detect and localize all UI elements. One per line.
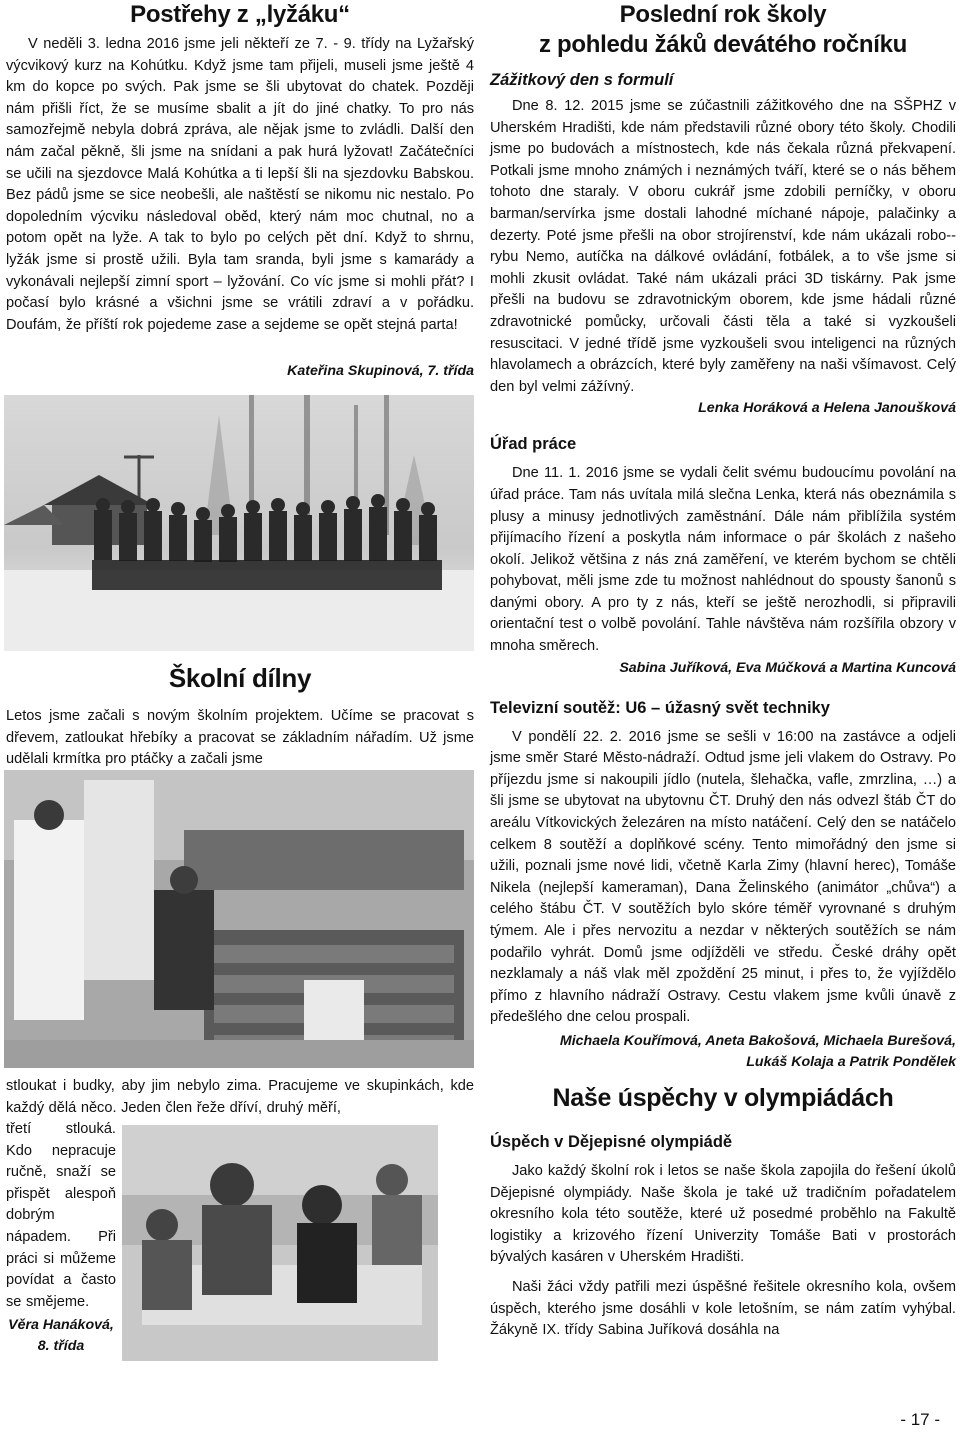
tv-text: V pondělí 22. 2. 2016 jsme se sešli v 16:00 na zastávce a odjeli jsme směr Staré Město-nádraží. Odtud jsme jeli vlakem do Ostravy. Po příjezdu jsme si nakoupili jídlo (nutela, šlehačka, vafle, zmrzlina, …) a šli jsme se ubytovat na ubytovnu ČT. Druhý den nás odvezl štáb ČT do areálu Vítkovických železáren na místo natáčení. Celý den se natáčelo celkem 8 soutěží a doplňkové scény. Tento mimořádný den jsme si užili, poznali jsme nové lidi, včetně Karla Zimy (hlavní herec), Tomáše Nikela (nejlepší kameraman), Dana Želinského (animátor „chůva“) a celého štábu ČT. V soutěžích bylo skóre téměř vyrovnané s druhým týmem. Ale i přes nervozitu a nezdar v některých soutěžích se nám podařilo vyhrát. Domů jsme odjížděli ve středu. České dráhy opět nezklamaly a náš vlak měl zpoždění 25 minut, i přes to, že vyjíždělo přímo z hlavního nádraží Ostravy. Cestu vlakem jsme kvůli únavě z předešlého dne celou prospali. [490,728,956,1026]
workshop-text-intro: Letos jsme začali s novým školním projektem. Učíme se pracovat s dřevem, zatloukat hřebíky a pracovat se základním nářadím. Už jsme udělali krmítka pro ptáčky a začali jsme [6,708,474,768]
main-title-line2: z pohledu žáků devátého ročníku [538,31,908,58]
workshop-text-end: třetí stlouká. Kdo nepracuje ručně, snaží se přispět alespoň dobrým nápadem. Při práci si můžeme povídat a často se smějeme. [6,1121,116,1310]
workshop-narrow-column [6,1119,116,1357]
page-number: - 17 - [900,1410,940,1429]
workshop-author: Věra Hanáková, 8. třída [8,1317,114,1355]
workshop-photo-1-image [4,770,474,1068]
olympiad-text-1: Jako každý školní rok i letos se naše škola zapojila do řešení úkolů Dějepisné olympiády. Naše škola je také už tradičním pořadatelem okresního kola této soutěže, které už posedmé proběhlo na Fakultě logistiky a krizového řízení Univerzity Tomáše Bati v prostorách bývalých kasáren v Uherském Hradišti. [490,1162,956,1266]
workshop-article [6,660,474,771]
olympiad-title: Naše úspěchy v olympiádách [552,1083,894,1112]
workshop-article-cont [6,1076,474,1119]
ski-article-author: Kateřina Skupinová, 7. třída [287,363,474,379]
ski-article-title: Postřehy z „lyžáku“ [130,1,350,28]
main-title-line1: Poslední rok školy [619,1,827,28]
ski-article-text: V neděli 3. ledna 2016 jsme jeli někteří ze 7. - 9. třídy na Lyžařský výcvikový kurz na Kohútku. Když jsme tam přijeli, museli jsme ještě 4 km do kopce po svých. Pak jsme se šli ubytovat do chatek. Později nám přišli říct, že se musíme sbalit a jít do jiné chatky. To pro nás samozřejmě nebyla dobrá zpráva, ale nějak jsme to zvládli. Další den nám začal pěkně, šli jsme na snídani a pak hurá lyžovat! Začátečníci se učili na sjezdovce Malá Kohútka a ti lepší šli na sjezdovku Babskou. Bez pádů jsme se sice neobešli, ale naštěstí se nikomu nic nestalo. Po dopoledním výcviku následoval oběd, který nám moc chutnal, no a potom opět na lyže. A tak to bylo po celých pět dní. Když to shrnu, lyžák jsme si prostě užili. Byla tam sranda, byli jsme s kamarády a vykonávali nejlepší zimní sport – lyžování. Co víc jsme si mohli přát? I počasí bylo krásné a všichni jsme se vrátili zdraví a v pořádku. Doufám, že příští rok pojedeme zase a sejdeme se opět stejná parta! [6,36,474,333]
tv-author-line2: Lukáš Kolaja a Patrik Pondělek [746,1053,956,1070]
workshop-photo-1 [4,770,474,1068]
tv-heading: Televizní soutěž: U6 – úžasný svět techniky [490,698,830,717]
right-column [490,0,956,1342]
workshop-title: Školní dílny [168,663,312,693]
workshop-photo-2-image [122,1125,438,1361]
tv-author-line1: Michaela Kouřímová, Aneta Bakošová, Michaela Burešová, [559,1032,956,1049]
left-column [6,0,474,382]
olympiad-heading: Úspěch v Dějepisné olympiádě [490,1132,733,1151]
ski-photo-image [4,395,474,651]
office-author: Sabina Juříková, Eva Múčková a Martina Kuncová [619,659,956,676]
formula-heading: Zážitkový den s formulí [490,71,674,89]
office-heading: Úřad práce [490,435,577,454]
ski-group-photo [4,395,474,651]
workshop-photo-2 [122,1125,438,1361]
office-text: Dne 11. 1. 2016 jsme se vydali čelit svému budoucímu povolání na úřad práce. Tam nás uvítala milá slečna Lenka, která nás obeznámila s plusy a minusy jednotlivých zaměstnání. Dále nám přiblížila systém přijímacího řízení a poskytla nám informace o pár školách z našeho okolí. Jelikož většina z nás zná zaměření, ve kterém bychom se chtěli pohybovat, měli jsme zde tu možnost nahlédnout do spousty šanonů s danými obory. A pro ty z nás, kteří se ještě nerozhodli, si připravili orientační test o volbě povolání. Tahle návštěva nám rozšířila obzory v mnoha směrech. [490,465,956,655]
formula-text: Dne 8. 12. 2015 jsme se zúčastnili zážitkového dne na SŠPHZ v Uherském Hradišti, kde nám představili různé obory této školy. Chodili jsme po budovách a místnostech, kde nás čekala různá překvapení. Potkali jsme mnoho známých i neznámých tváří, které se o nás během tohoto dne staraly. V oboru cukrář jsme zdobili perníčky, v oboru barman/servírka jsme dostali lahodné míchané nápoje, palačinky a dezerty. Poté jsme přešli na obor strojírenství, kde nám ukázali robo--rybu Nemo, autíčka na dálkové ovládání, fotbálek, a to vše jsme si mohli zkusit ovládat. Také nám ukázali práci 3D tiskárny. Pak jsme přešli na budovu se zdravotnickým oborem, kde jsme hádali různé zdravotnické pomůcky, určovali části těla a také si vyzkoušeli resuscitaci. V jedné třídě jsme vyzkoušeli svou inteligenci na různých hlavolamech a obrázcích, které byly zaměřeny na naši všímavost. Celý den byl velmi zážívný. [490,98,956,395]
workshop-text-middle: stloukat i budky, aby jim nebylo zima. Pracujeme ve skupinkách, kde každý dělá něco. Jeden člen řeže dříví, druhý měří, [6,1078,474,1116]
formula-author: Lenka Horáková a Helena Janoušková [698,400,956,417]
olympiad-text-2: Naši žáci vždy patřili mezi úspěšné řešitele okresního kola, ovšem úspěch, kterého jsme dosáhli v kole letošním, se nám zatím vyhýbal. Žákyně IX. třídy Sabina Juříková dosáhla na [490,1278,956,1339]
